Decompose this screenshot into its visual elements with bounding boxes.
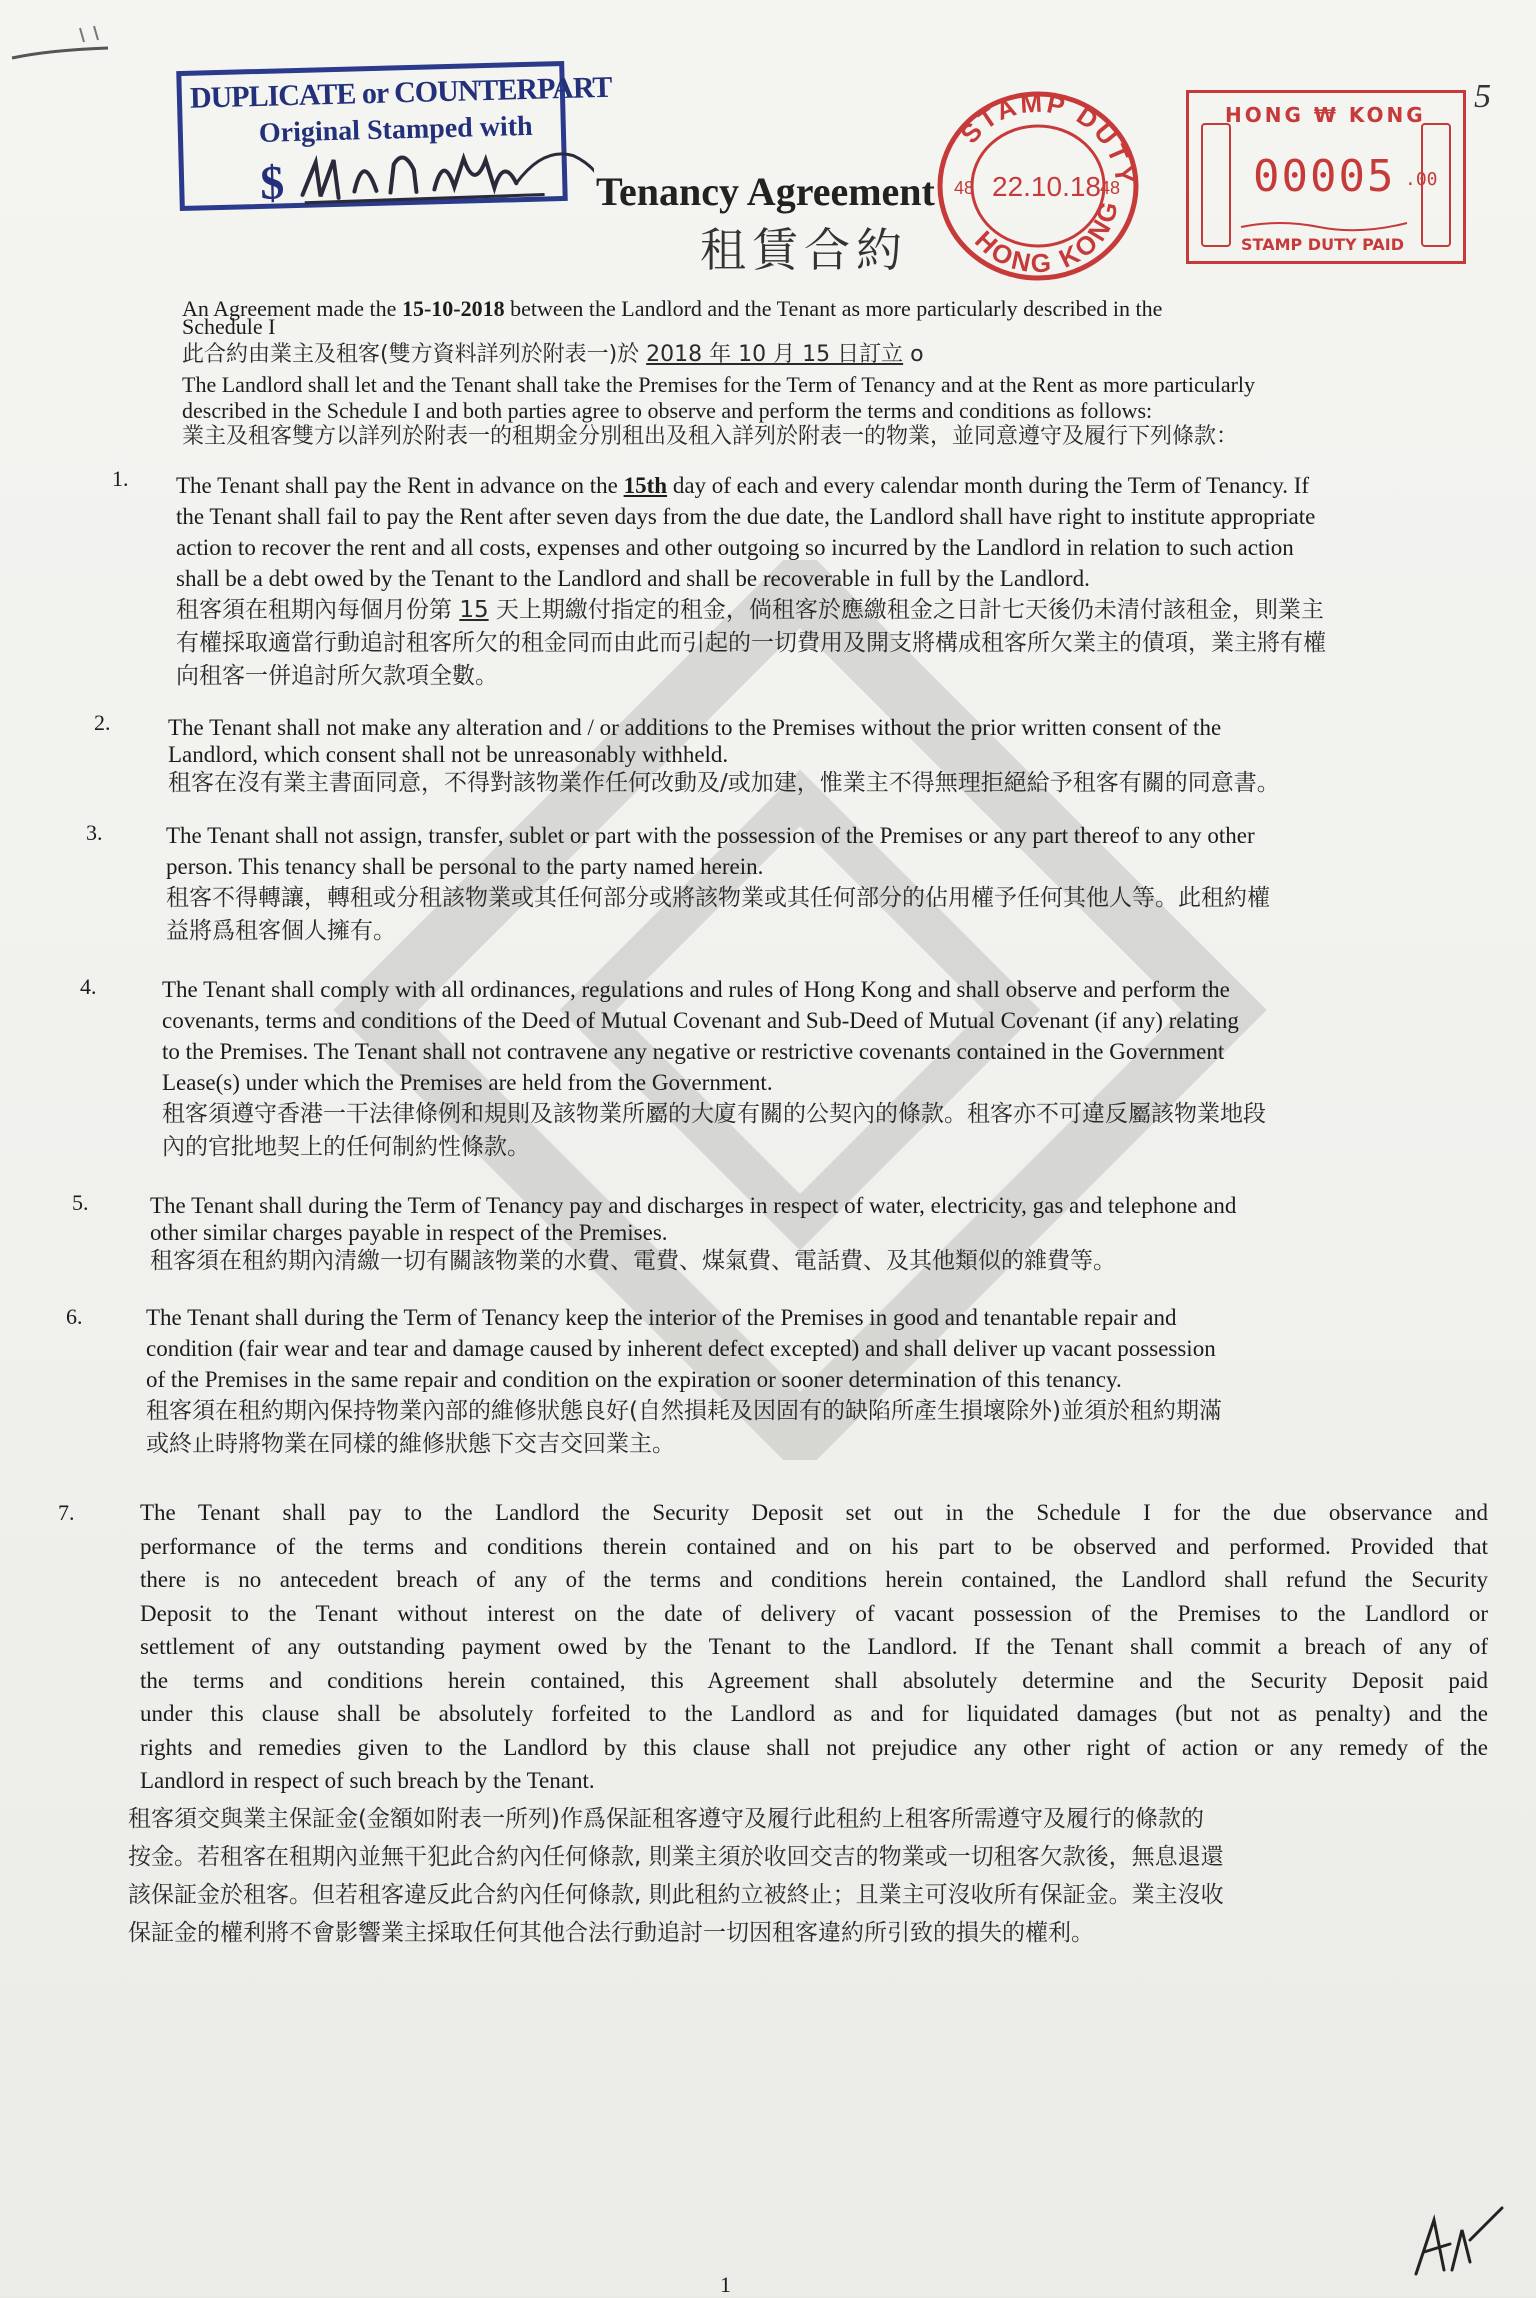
- clause-number: 2.: [94, 710, 111, 735]
- clause-line-zh: 內的官批地契上的任何制約性條款。: [162, 1134, 530, 1160]
- agreement-date: 15-10-2018: [401, 296, 505, 321]
- clause-line: The Tenant shall not make any alteration and / or additions to the Premises without the prior written consent of the: [168, 715, 1222, 740]
- clause-text: The Tenant shall pay the Rent in advance on the: [176, 473, 624, 498]
- clause-line: to the Premises. The Tenant shall not contravene any negative or restrictive covenants contained in the Government: [162, 1039, 1225, 1064]
- clause-6: [146, 1302, 1222, 1461]
- intro-line-5: described in the Schedule I and both parties agree to observe and perform the terms and conditions as follows:: [182, 398, 1153, 423]
- intro-line-zh: [182, 342, 924, 368]
- clause-line: there is no antecedent breach of any of the terms and conditions herein contained, the Landlord shall refund the Security: [140, 1567, 1488, 1592]
- franking-top-text: HONG ₩ KONG: [1225, 103, 1426, 127]
- seal-top-text: STAMP DUTY: [954, 87, 1141, 188]
- clause-line-zh: [176, 594, 1326, 627]
- franking-amount: 00005: [1253, 151, 1396, 202]
- pen-mark: [10, 20, 110, 70]
- margin-mark: 5: [1474, 78, 1491, 115]
- clause-line: [176, 470, 1326, 501]
- clause-line-zh: 按金。若租客在租期內並無干犯此合約內任何條款, 則業主須於收回交吉的物業或一切租客欠款後，無息退還: [128, 1844, 1224, 1870]
- clause-line: Landlord in respect of such breach by the Tenant.: [140, 1768, 595, 1793]
- clause-number: 5.: [72, 1190, 89, 1215]
- clause-zh-text: 租客須在租期內每個月份第: [176, 597, 460, 623]
- stamp-currency: $: [259, 156, 285, 210]
- agreement-date-zh: 2018 年 10 月 15 日訂立: [646, 342, 904, 367]
- stamp-line-1: DUPLICATE or COUNTERPART: [189, 70, 612, 115]
- seal-bottom-text: HONG KONG: [969, 195, 1125, 279]
- stamp-line-2: Original Stamped with: [258, 110, 534, 149]
- clause-number: 6.: [66, 1304, 83, 1329]
- intro-line-zh-2: 業主及租客雙方以詳列於附表一的租期金分別租出及租入詳列於附表一的物業，並同意遵守及履行下列條款：: [182, 424, 1239, 449]
- clause-line: performance of the terms and conditions therein contained and on his part to be observed and performed. Provided that: [140, 1533, 1488, 1559]
- handwritten-amount: [293, 135, 595, 213]
- clause-line: Deposit to the Tenant without interest on the date of delivery of vacant possession of the Premises to the Landlord or: [140, 1600, 1488, 1626]
- clause-4: [162, 974, 1266, 1164]
- clause-line-zh: 益將爲租客個人擁有。: [166, 918, 396, 944]
- clause-line-zh: 租客須在租約期內清繳一切有關該物業的水費、電費、煤氣費、電話費、及其他類似的雜費等。: [150, 1248, 1116, 1274]
- page-number: 1: [720, 2272, 731, 2297]
- clause-line: of the Premises in the same repair and condition on the expiration or sooner determination of this tenancy.: [146, 1367, 1122, 1392]
- clause-line: rights and remedies given to the Landlord by this clause shall not prejudice any other right of action or any remedy of the: [140, 1734, 1488, 1760]
- clause-line-zh: 租客須遵守香港一干法律條例和規則及該物業所屬的大廈有關的公契內的條款。租客亦不可違反屬該物業地段: [162, 1101, 1266, 1127]
- clause-2: [168, 712, 1280, 800]
- intro-line-4: The Landlord shall let and the Tenant shall take the Premises for the Term of Tenancy and at the Rent as more particularly: [182, 372, 1256, 397]
- franking-cents: .00: [1405, 169, 1438, 190]
- clause-line: The Tenant shall during the Term of Tenancy keep the interior of the Premises in good and tenantable repair and: [146, 1305, 1177, 1330]
- clause-line: The Tenant shall comply with all ordinances, regulations and rules of Hong Kong and shall observe and perform the: [162, 977, 1230, 1002]
- clause-line: The Tenant shall pay to the Landlord the Security Deposit set out in the Schedule I for the due observance and: [140, 1500, 1488, 1525]
- seal-right-number: 48: [1100, 178, 1121, 198]
- clause-line: covenants, terms and conditions of the Deed of Mutual Covenant and Sub-Deed of Mutual Covenant (if any) relating: [162, 1008, 1239, 1033]
- rent-day-zh: 15: [459, 597, 489, 623]
- franking-signature: [1239, 213, 1409, 235]
- clause-line-zh: 租客須交與業主保証金(金額如附表一所列)作爲保証租客遵守及履行此租約上租客所需遵守及履行的條款的: [128, 1806, 1204, 1832]
- intro-line-1: [182, 296, 1162, 322]
- intro-zh-text: o: [903, 342, 924, 367]
- handwritten-initials: [1410, 2200, 1510, 2280]
- clause-7: [140, 1496, 1488, 1798]
- clause-line: Lease(s) under which the Premises are held from the Government.: [162, 1070, 773, 1095]
- clause-line: other similar charges payable in respect of the Premises.: [150, 1220, 668, 1245]
- clause-7-zh: [128, 1800, 1224, 1952]
- clause-number: 3.: [86, 820, 103, 845]
- clause-line-zh: 或終止時將物業在同樣的維修狀態下交吉交回業主。: [146, 1431, 675, 1457]
- stamp-duty-seal: [932, 86, 1144, 286]
- intro-text: between the Landlord and the Tenant as more particularly described in the: [504, 296, 1163, 321]
- document-title: Tenancy Agreement: [596, 169, 935, 214]
- clause-line-zh: 該保証金於租客。但若租客違反此合約內任何條款, 則此租約立被終止；且業主可沒收所有保証金。業主沒收: [128, 1882, 1224, 1908]
- clause-line-zh: 租客在沒有業主書面同意，不得對該物業作任何改動及/或加建，惟業主不得無理拒絕給予租客有關的同意書。: [168, 770, 1280, 796]
- clause-3: [166, 820, 1270, 948]
- clause-line: under this clause shall be absolutely forfeited to the Landlord as and for liquidated damages (but not as penalty) and the: [140, 1701, 1488, 1726]
- clause-line-zh: 租客不得轉讓，轉租或分租該物業或其任何部分或將該物業或其任何部分的佔用權予任何其他人等。此租約權: [166, 885, 1270, 911]
- seal-left-number: 48: [954, 178, 975, 198]
- clause-line: the terms and conditions herein contained, this Agreement shall absolutely determine and the Security Deposit paid: [140, 1667, 1488, 1693]
- clause-number: 7.: [58, 1500, 75, 1525]
- clause-line-zh: 保証金的權利將不會影響業主採取任何其他合法行動追討一切因租客違約所引致的損失的權利。: [128, 1920, 1094, 1946]
- seal-date: 22.10.18: [992, 171, 1101, 202]
- clause-line: The Tenant shall not assign, transfer, sublet or part with the possession of the Premises or any part thereof to any other: [166, 823, 1255, 848]
- clause-number: 1.: [112, 466, 129, 491]
- intro-text: An Agreement made the: [182, 296, 402, 321]
- clause-5: [150, 1190, 1236, 1278]
- clause-line: shall be a debt owed by the Tenant to the Landlord and shall be recoverable in full by the Landlord.: [176, 566, 1090, 591]
- clause-line: condition (fair wear and tear and damage caused by inherent defect excepted) and shall deliver up vacant possession: [146, 1336, 1216, 1361]
- clause-zh-text: 天上期繳付指定的租金，倘租客於應繳租金之日計七天後仍未清付該租金，則業主: [488, 597, 1324, 623]
- stamp-duty-paid-franking: [1186, 90, 1466, 264]
- document-title-zh: 租賃合約: [700, 223, 908, 277]
- clause-line: settlement of any outstanding payment owed by the Tenant to the Landlord. If the Tenant shall commit a breach of any of: [140, 1634, 1488, 1659]
- intro-line-2: Schedule I: [182, 314, 276, 339]
- franking-left-panel: [1201, 123, 1231, 247]
- clause-text: day of each and every calendar month during the Term of Tenancy. If: [667, 473, 1310, 498]
- clause-line: action to recover the rent and all costs, expenses and other outgoing so incurred by the Landlord in relation to such action: [176, 535, 1294, 560]
- rent-day: 15th: [623, 473, 668, 498]
- duplicate-counterpart-stamp: [176, 61, 612, 211]
- intro-zh-text: 此合約由業主及租客(雙方資料詳列於附表一)於: [182, 342, 647, 367]
- clause-line: person. This tenancy shall be personal to the party named herein.: [166, 854, 764, 879]
- clause-line-zh: 租客須在租約期內保持物業內部的維修狀態良好(自然損耗及因固有的缺陷所產生損壞除外)並須於租約期滿: [146, 1398, 1222, 1424]
- clause-number: 4.: [80, 974, 97, 999]
- clause-line: The Tenant shall during the Term of Tenancy pay and discharges in respect of water, electricity, gas and telephone and: [150, 1193, 1237, 1218]
- clause-1: [176, 470, 1326, 693]
- clause-line-zh: 有權採取適當行動追討租客所欠的租金同而由此而引起的一切費用及開支將構成租客所欠業主的債項，業主將有權: [176, 630, 1326, 656]
- franking-bottom-text: STAMP DUTY PAID: [1241, 235, 1405, 254]
- clause-line-zh: 向租客一併追討所欠款項全數。: [176, 663, 498, 689]
- clause-line: the Tenant shall fail to pay the Rent after seven days from the due date, the Landlord shall have right to institute appropriate: [176, 504, 1316, 529]
- clause-line: Landlord, which consent shall not be unreasonably withheld.: [168, 742, 729, 767]
